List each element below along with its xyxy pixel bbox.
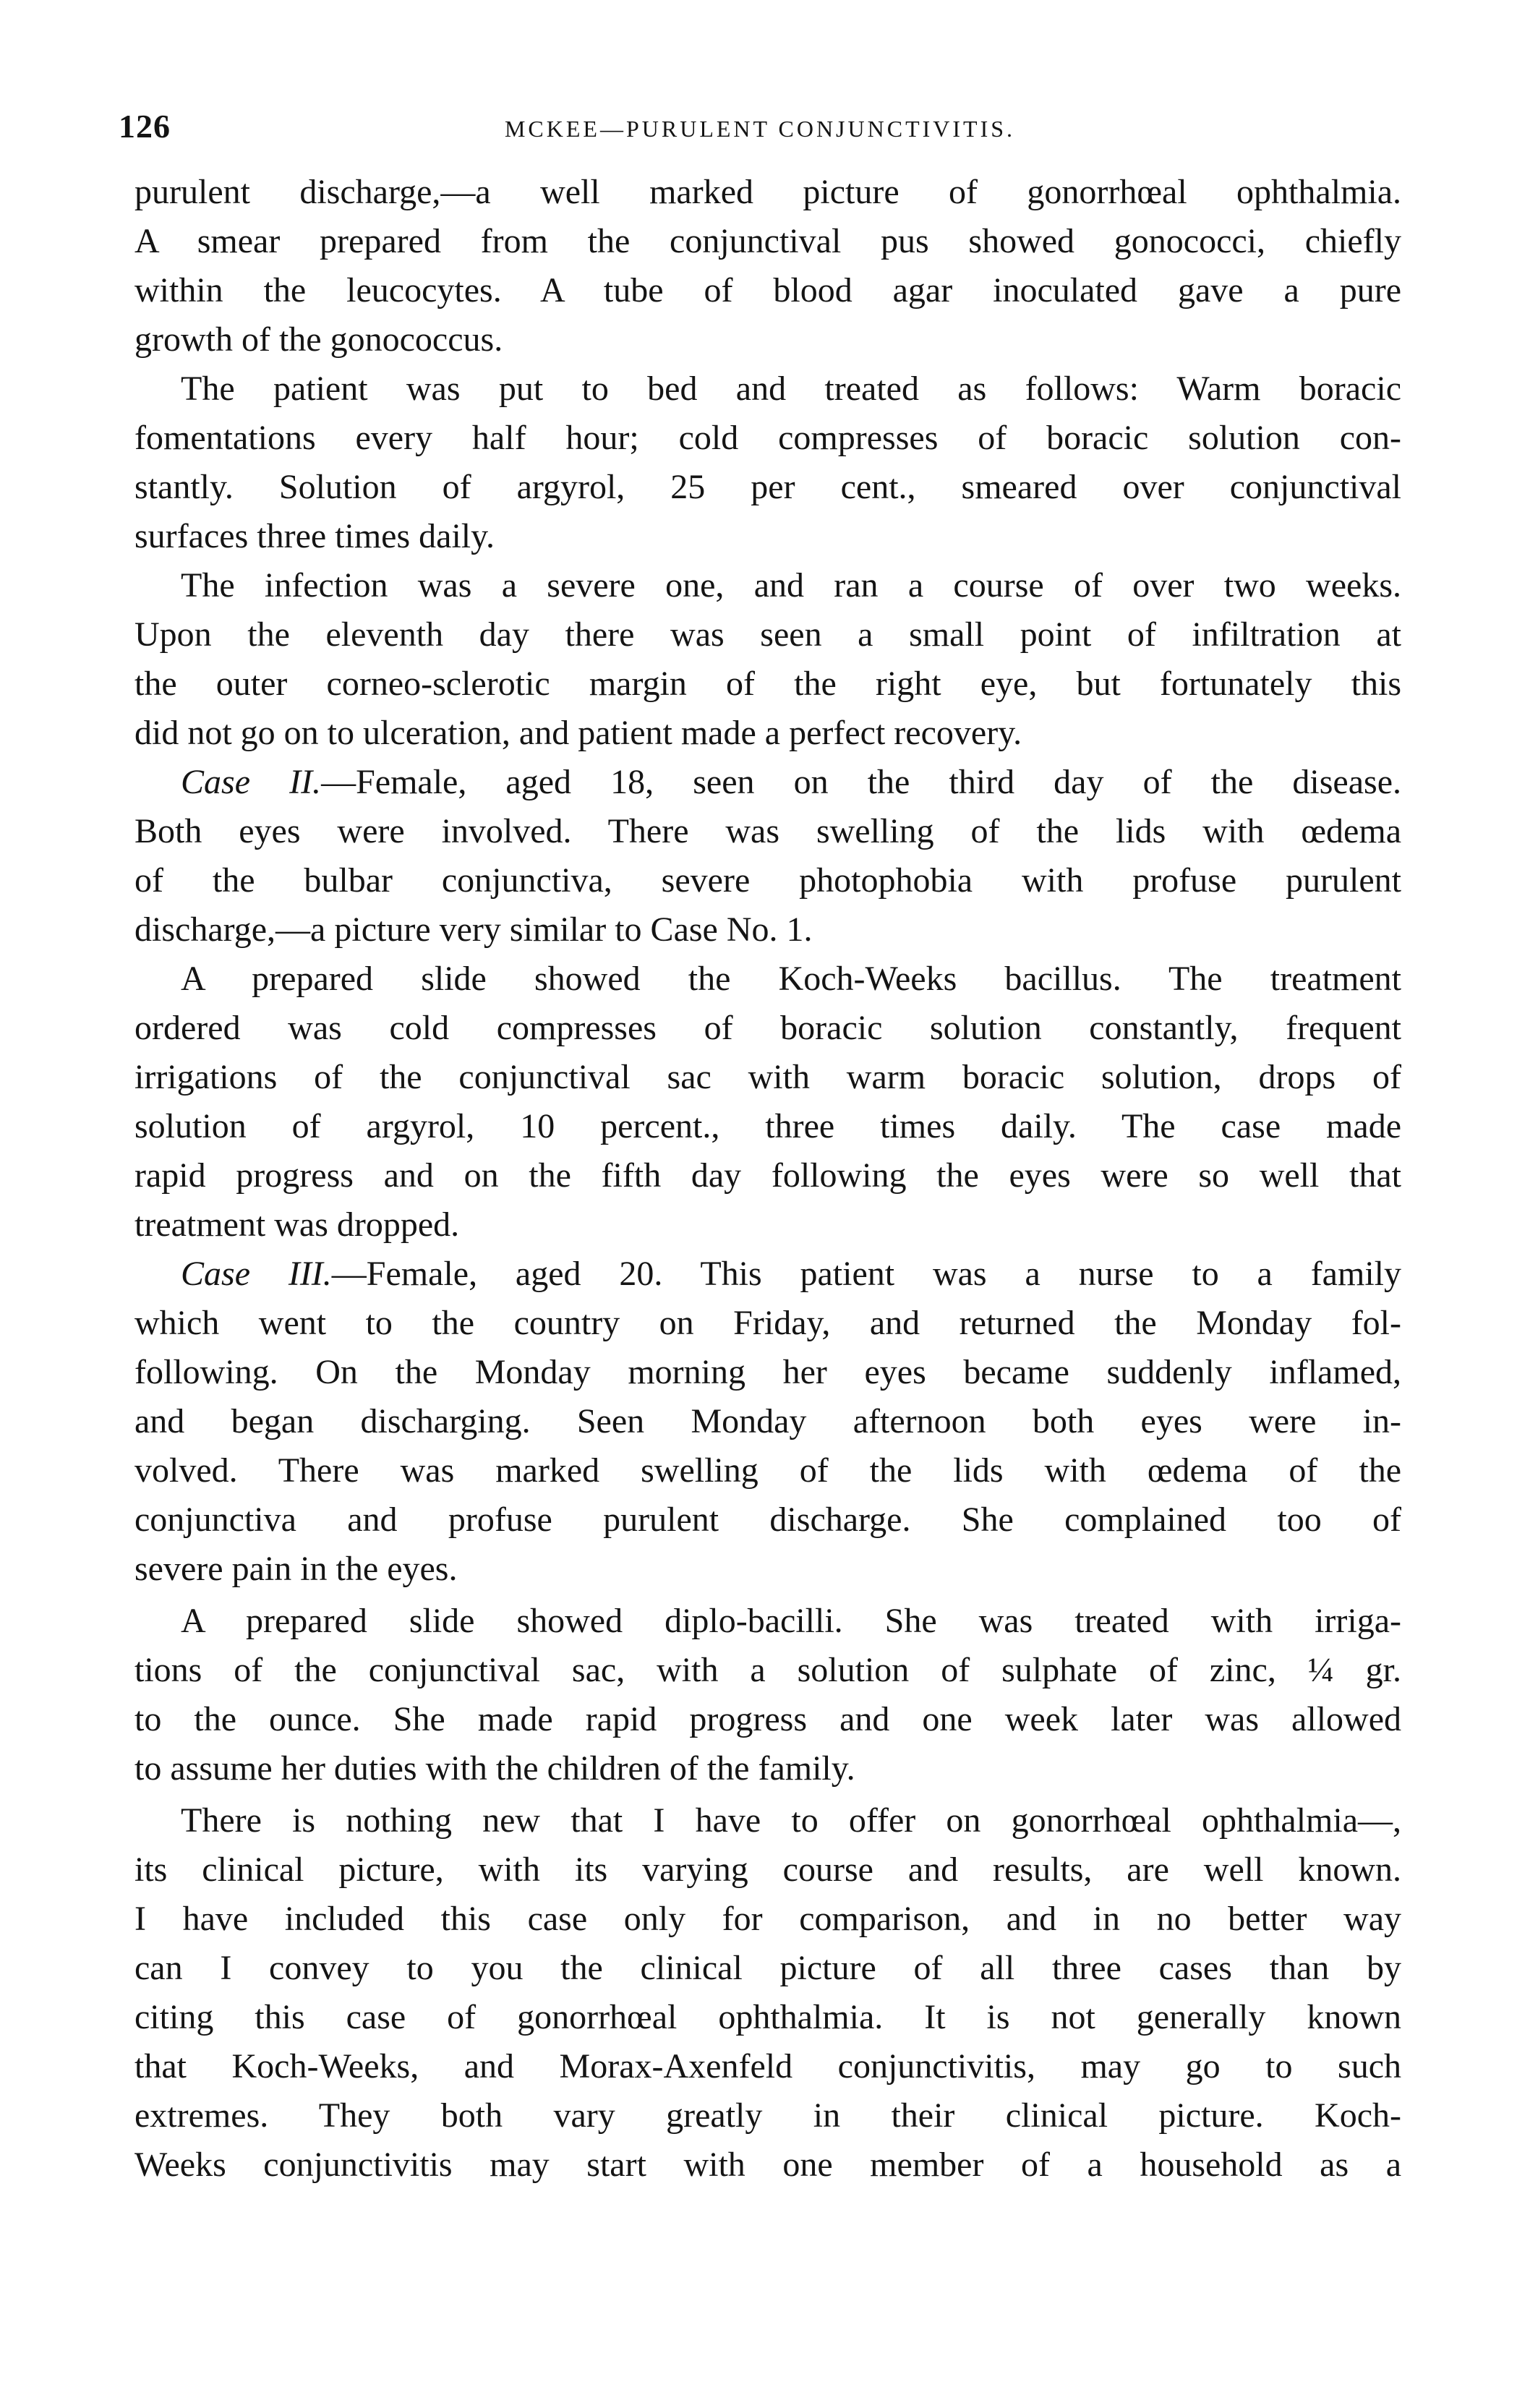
text-line: A prepared slide showed the Koch-Weeks bacillus. The treatment <box>181 960 1401 998</box>
text-line: to assume her duties with the children of the family. <box>134 1749 855 1788</box>
case-ii-label: Case II. <box>181 763 322 801</box>
text-line-case-iii <box>134 1250 1401 1299</box>
text-line: extremes. They both vary greatly in their clinical picture. Koch- <box>134 2096 1401 2135</box>
text-line: its clinical picture, with its varying course and results, are well known. <box>134 1850 1401 1889</box>
text-line: the outer corneo-sclerotic margin of the right eye, but fortunately this <box>134 665 1401 703</box>
text-line: Upon the eleventh day there was seen a small point of infiltration at <box>134 615 1401 654</box>
text-line-case-ii <box>134 758 1401 807</box>
text-line: conjunctiva and profuse purulent discharge. She complained too of <box>134 1500 1401 1539</box>
text-line: I have included this case only for comparison, and in no better way <box>134 1900 1401 1938</box>
page-number: 126 <box>119 108 171 145</box>
text-line: A smear prepared from the conjunctival pus showed gonococci, chiefly <box>134 222 1401 260</box>
text-line: There is nothing new that I have to offer on gonorrhœal ophthalmia—, <box>181 1801 1401 1840</box>
text-line: The infection was a severe one, and ran a course of over two weeks. <box>181 566 1401 605</box>
text-line: treatment was dropped. <box>134 1205 460 1244</box>
text-line: fomentations every half hour; cold compresses of boracic solution con- <box>134 419 1401 457</box>
text-line: rapid progress and on the fifth day following the eyes were so well that <box>134 1156 1401 1195</box>
text-line: can I convey to you the clinical picture of all three cases than by <box>134 1949 1401 1987</box>
text-line: did not go on to ulceration, and patient made a perfect recovery. <box>134 714 1022 752</box>
text-line: following. On the Monday morning her eyes became suddenly inflamed, <box>134 1353 1401 1391</box>
text-line: Both eyes were involved. There was swelling of the lids with œdema <box>134 812 1401 850</box>
text-line: to the ounce. She made rapid progress and one week later was allowed <box>134 1700 1401 1738</box>
text-line: citing this case of gonorrhœal ophthalmia. It is not generally known <box>134 1998 1401 2036</box>
text-line: solution of argyrol, 10 percent., three times daily. The case made <box>134 1107 1401 1145</box>
case-ii-text: —Female, aged 18, seen on the third day of the disease. <box>321 763 1402 801</box>
text-line: volved. There was marked swelling of the lids with œdema of the <box>134 1451 1401 1490</box>
running-title: MCKEE—PURULENT CONJUNCTIVITIS. <box>504 116 1016 142</box>
text-line: stantly. Solution of argyrol, 25 per cent., smeared over conjunctival <box>134 468 1401 506</box>
text-line: purulent discharge,—a well marked picture of gonorrhœal ophthalmia. <box>134 173 1401 211</box>
case-iii-label: Case III. <box>181 1255 332 1293</box>
text-line: The patient was put to bed and treated as follows: Warm boracic <box>181 370 1401 408</box>
text-line: surfaces three times daily. <box>134 517 495 555</box>
text-line: severe pain in the eyes. <box>134 1550 458 1588</box>
text-line: A prepared slide showed diplo-bacilli. She was treated with irriga- <box>181 1602 1401 1640</box>
page-header <box>119 107 1401 158</box>
text-line: discharge,—a picture very similar to Case No. 1. <box>134 910 813 949</box>
text-line: ordered was cold compresses of boracic solution constantly, frequent <box>134 1009 1401 1047</box>
case-iii-text: —Female, aged 20. This patient was a nurse to a family <box>331 1255 1401 1293</box>
text-line: tions of the conjunctival sac, with a solution of sulphate of zinc, ¼ gr. <box>134 1651 1401 1689</box>
text-line: irrigations of the conjunctival sac with warm boracic solution, drops of <box>134 1058 1401 1096</box>
text-line: of the bulbar conjunctiva, severe photophobia with profuse purulent <box>134 861 1401 900</box>
text-line: Weeks conjunctivitis may start with one member of a household as a <box>134 2146 1401 2184</box>
text-line: that Koch-Weeks, and Morax-Axenfeld conjunctivitis, may go to such <box>134 2047 1401 2085</box>
body-text <box>134 168 1401 2190</box>
text-line: and began discharging. Seen Monday afternoon both eyes were in- <box>134 1402 1401 1440</box>
text-line: growth of the gonococcus. <box>134 320 503 359</box>
text-line: within the leucocytes. A tube of blood agar inoculated gave a pure <box>134 271 1401 309</box>
text-line: which went to the country on Friday, and returned the Monday fol- <box>134 1304 1401 1342</box>
